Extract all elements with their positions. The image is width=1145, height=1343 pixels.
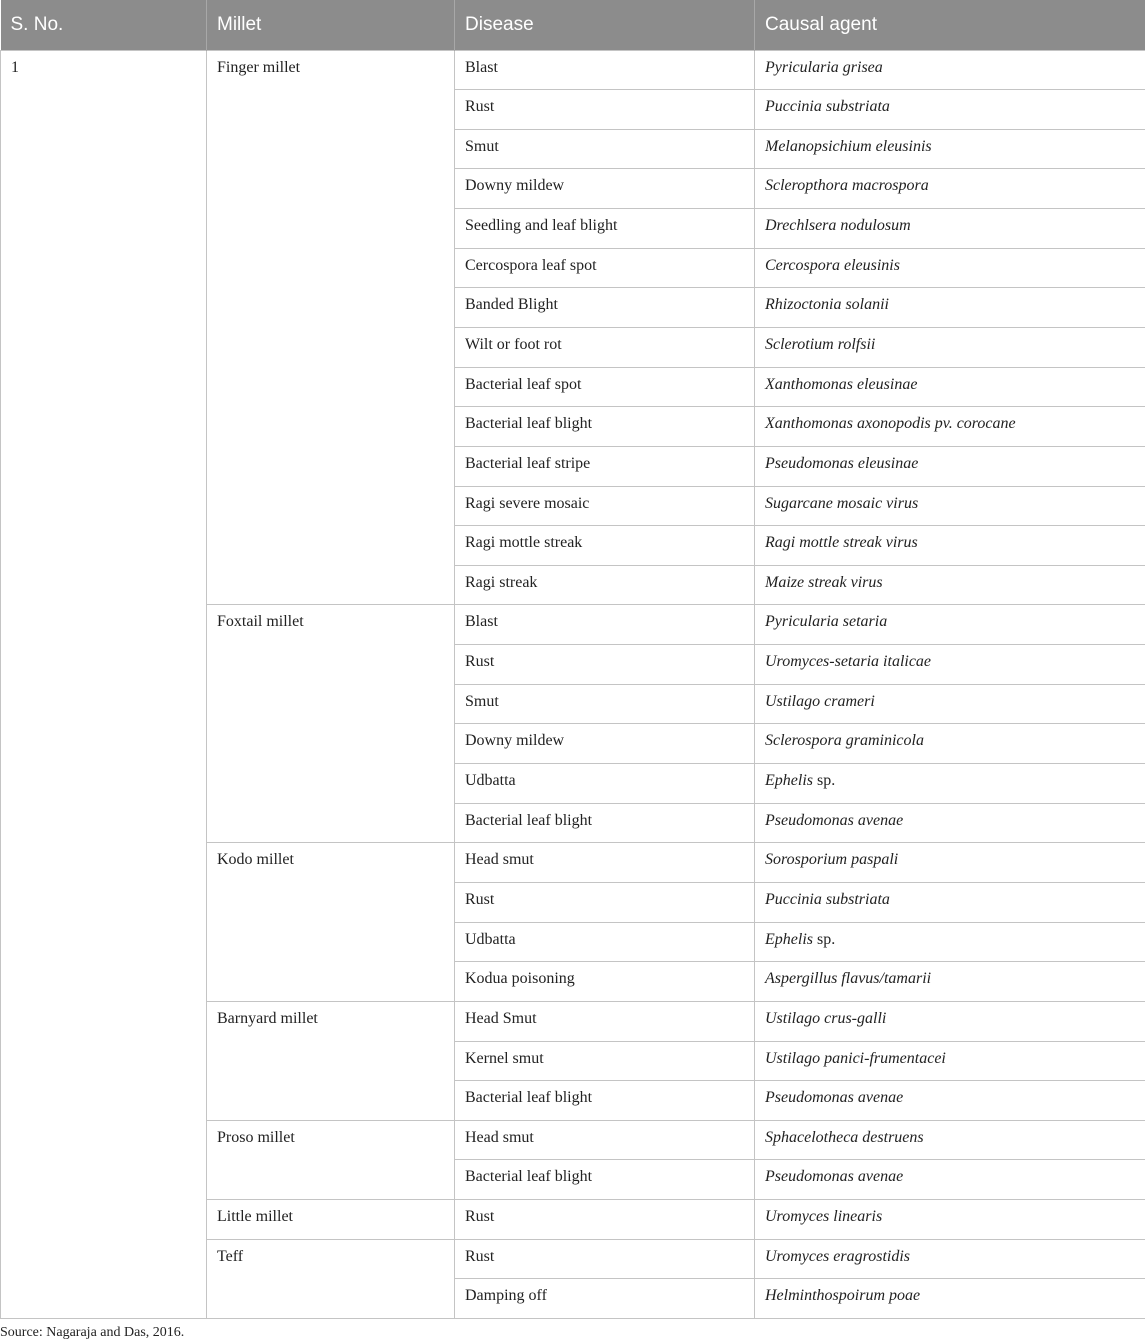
causal-agent-name: Uromyces eragrostidis (765, 1247, 911, 1265)
disease-cell: Smut (455, 129, 755, 169)
causal-agent-name: Scleropthora macrospora (765, 177, 929, 195)
causal-agent-cell (755, 129, 1145, 169)
causal-agent-cell (755, 288, 1145, 328)
causal-agent-name: Sphacelotheca destruens (765, 1128, 924, 1146)
causal-agent-name: Helminthospoirum poae (765, 1287, 921, 1305)
causal-agent-cell (755, 882, 1145, 922)
causal-agent-cell (755, 50, 1145, 90)
causal-agent-name: Ephelis (765, 930, 813, 948)
disease-cell: Rust (455, 882, 755, 922)
causal-agent-name: Ustilago panici-frumentacei (765, 1049, 946, 1067)
disease-cell: Kodua poisoning (455, 962, 755, 1002)
disease-cell: Rust (455, 645, 755, 685)
millet-name-cell: Teff (207, 1239, 455, 1318)
causal-agent-cell (755, 407, 1145, 447)
causal-agent-name: Pseudomonas eleusinae (765, 454, 919, 472)
disease-cell: Wilt or foot rot (455, 327, 755, 367)
causal-agent-suffix: sp. (813, 930, 836, 948)
disease-cell: Rust (455, 1239, 755, 1279)
causal-agent-cell (755, 1279, 1145, 1319)
disease-cell: Ragi severe mosaic (455, 486, 755, 526)
table-body (1, 50, 1145, 1319)
causal-agent-name: Maize streak virus (765, 573, 883, 591)
header-causal-agent: Causal agent (755, 0, 1145, 50)
causal-agent-cell (755, 169, 1145, 209)
causal-agent-name: Cercospora eleusinis (765, 256, 900, 274)
millet-name-cell: Little millet (207, 1200, 455, 1240)
disease-cell: Udbatta (455, 922, 755, 962)
disease-cell: Damping off (455, 1279, 755, 1319)
causal-agent-cell (755, 962, 1145, 1002)
causal-agent-name: Xanthomonas axonopodis pv. corocane (765, 415, 1016, 433)
disease-cell: Downy mildew (455, 169, 755, 209)
disease-cell: Udbatta (455, 764, 755, 804)
table-row (1, 50, 1145, 90)
causal-agent-name: Sclerotium rolfsii (765, 335, 876, 353)
header-disease: Disease (455, 0, 755, 50)
millet-name-cell: Proso millet (207, 1120, 455, 1199)
header-serial-number: S. No. (1, 0, 207, 50)
causal-agent-cell (755, 1001, 1145, 1041)
disease-cell: Kernel smut (455, 1041, 755, 1081)
causal-agent-cell (755, 248, 1145, 288)
causal-agent-name: Pseudomonas avenae (765, 1168, 904, 1186)
causal-agent-cell (755, 209, 1145, 249)
causal-agent-suffix: sp. (813, 772, 836, 790)
disease-cell: Bacterial leaf blight (455, 1160, 755, 1200)
causal-agent-name: Uromyces linearis (765, 1208, 883, 1226)
millet-name-cell: Foxtail millet (207, 605, 455, 843)
causal-agent-cell (755, 645, 1145, 685)
header-millet: Millet (207, 0, 455, 50)
disease-cell: Ragi mottle streak (455, 526, 755, 566)
causal-agent-name: Aspergillus flavus/tamarii (765, 970, 932, 988)
causal-agent-cell (755, 684, 1145, 724)
causal-agent-name: Puccinia substriata (765, 98, 890, 116)
disease-cell: Bacterial leaf blight (455, 803, 755, 843)
causal-agent-cell (755, 1120, 1145, 1160)
disease-cell: Cercospora leaf spot (455, 248, 755, 288)
causal-agent-name: Pyricularia grisea (765, 58, 883, 76)
causal-agent-name: Xanthomonas eleusinae (765, 375, 918, 393)
disease-cell: Bacterial leaf blight (455, 1081, 755, 1121)
causal-agent-cell (755, 526, 1145, 566)
disease-cell: Bacterial leaf blight (455, 407, 755, 447)
disease-cell: Downy mildew (455, 724, 755, 764)
disease-cell: Blast (455, 605, 755, 645)
disease-cell: Bacterial leaf stripe (455, 446, 755, 486)
causal-agent-cell (755, 605, 1145, 645)
causal-agent-name: Ustilago crameri (765, 692, 875, 710)
disease-cell: Seedling and leaf blight (455, 209, 755, 249)
disease-cell: Banded Blight (455, 288, 755, 328)
causal-agent-name: Pseudomonas avenae (765, 1089, 904, 1107)
causal-agent-cell (755, 90, 1145, 130)
causal-agent-cell (755, 565, 1145, 605)
causal-agent-name: Sorosporium paspali (765, 851, 899, 869)
causal-agent-name: Melanopsichium eleusinis (765, 137, 932, 155)
causal-agent-name: Ustilago crus-galli (765, 1009, 887, 1027)
causal-agent-cell (755, 327, 1145, 367)
disease-cell: Smut (455, 684, 755, 724)
causal-agent-cell (755, 367, 1145, 407)
causal-agent-cell (755, 1239, 1145, 1279)
causal-agent-cell (755, 1160, 1145, 1200)
disease-cell: Rust (455, 1200, 755, 1240)
causal-agent-cell (755, 1081, 1145, 1121)
table-header-row (1, 0, 1145, 50)
causal-agent-cell (755, 764, 1145, 804)
source-note: Source: Nagaraja and Das, 2016. (0, 1325, 185, 1340)
disease-cell: Head smut (455, 843, 755, 883)
causal-agent-name: Rhizoctonia solanii (765, 296, 889, 314)
disease-cell: Bacterial leaf spot (455, 367, 755, 407)
causal-agent-name: Sugarcane mosaic virus (765, 494, 919, 512)
causal-agent-name: Sclerospora graminicola (765, 732, 924, 750)
millet-name-cell: Finger millet (207, 50, 455, 605)
serial-number-cell: 1 (1, 50, 207, 1319)
disease-cell: Rust (455, 90, 755, 130)
disease-cell: Head Smut (455, 1001, 755, 1041)
causal-agent-name: Uromyces-setaria italicae (765, 653, 932, 671)
causal-agent-name: Ragi mottle streak virus (765, 534, 918, 552)
causal-agent-name: Pyricularia setaria (765, 613, 888, 631)
causal-agent-cell (755, 803, 1145, 843)
disease-cell: Head smut (455, 1120, 755, 1160)
causal-agent-name: Ephelis (765, 772, 813, 790)
disease-cell: Ragi streak (455, 565, 755, 605)
causal-agent-name: Puccinia substriata (765, 890, 890, 908)
causal-agent-cell (755, 486, 1145, 526)
causal-agent-cell (755, 843, 1145, 883)
causal-agent-cell (755, 1200, 1145, 1240)
causal-agent-cell (755, 922, 1145, 962)
causal-agent-name: Pseudomonas avenae (765, 811, 904, 829)
causal-agent-name: Drechlsera nodulosum (765, 217, 911, 235)
causal-agent-cell (755, 1041, 1145, 1081)
causal-agent-cell (755, 446, 1145, 486)
millet-name-cell: Kodo millet (207, 843, 455, 1002)
causal-agent-cell (755, 724, 1145, 764)
disease-cell: Blast (455, 50, 755, 90)
millet-name-cell: Barnyard millet (207, 1001, 455, 1120)
